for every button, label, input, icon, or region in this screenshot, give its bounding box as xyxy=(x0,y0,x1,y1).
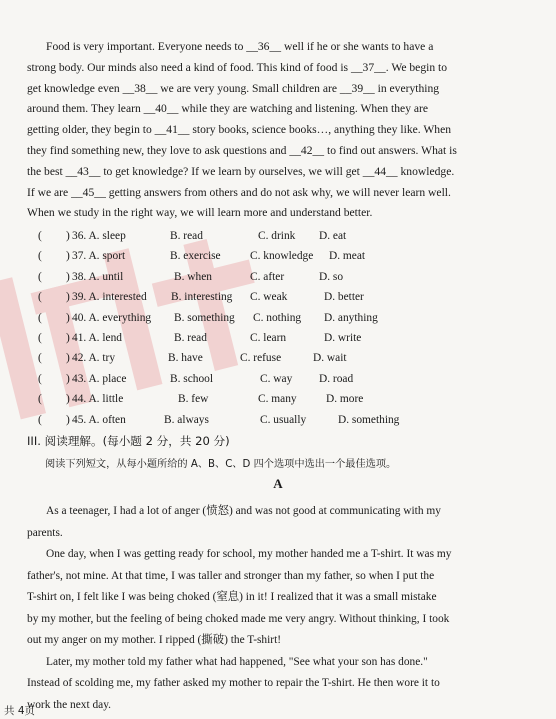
page-count: 共 4页 xyxy=(4,705,36,717)
answer-blank-close: ) xyxy=(66,352,70,365)
passage-heading: A xyxy=(273,476,283,491)
option-d: D. meat xyxy=(329,250,366,263)
option-a: 43. A. place xyxy=(72,372,127,385)
answer-blank-close: ) xyxy=(66,291,70,304)
reading-passage-a xyxy=(27,501,532,716)
option-b: B. read xyxy=(170,230,203,242)
option-c: C. drink xyxy=(258,230,296,242)
option-d: D. better xyxy=(324,291,364,304)
option-row-42 xyxy=(28,348,528,368)
option-b: B. interesting xyxy=(171,291,233,304)
option-b: B. have xyxy=(168,352,203,365)
option-c: C. after xyxy=(250,270,285,283)
option-c: C. nothing xyxy=(253,311,302,324)
cloze-passage xyxy=(27,37,532,224)
option-a: 40. A. everything xyxy=(72,311,152,324)
answer-blank-open: ( xyxy=(38,291,42,304)
cloze-line: get knowledge even __38__ we are very young. Small children are __39__ in everything xyxy=(27,81,440,95)
option-d: D. write xyxy=(324,331,362,344)
answer-blank-close: ) xyxy=(66,311,70,324)
answer-blank-open: ( xyxy=(38,270,42,283)
cloze-line: If we are __45__ getting answers from others and do not ask why, we will never learn well. xyxy=(27,185,451,199)
cloze-line: they find something new, they love to ask questions and __42__ to find out answers. What is xyxy=(27,143,457,157)
answer-blank-open: ( xyxy=(38,372,42,385)
option-a: 44. A. little xyxy=(72,393,124,406)
answer-blank-open: ( xyxy=(38,311,42,324)
passage-line: T-shirt on, I felt like I was being choked (窒息) in it! I realized that it was a small mistake xyxy=(27,591,437,603)
option-row-36 xyxy=(28,226,528,246)
answer-blank-close: ) xyxy=(66,413,70,426)
option-row-41 xyxy=(28,328,528,348)
option-b: B. few xyxy=(178,393,209,406)
answer-blank-open: ( xyxy=(38,250,42,263)
option-a: 36. A. sleep xyxy=(72,230,126,242)
option-a: 42. A. try xyxy=(72,352,116,365)
option-d: D. eat xyxy=(319,230,347,242)
option-b: B. exercise xyxy=(170,250,221,263)
option-b: B. when xyxy=(174,270,212,283)
option-row-38 xyxy=(28,267,528,287)
passage-line: by my mother, but the feeling of being choked made me very angry. Without thinking, I took xyxy=(27,612,450,625)
answer-blank-close: ) xyxy=(66,250,70,263)
option-b: B. read xyxy=(174,331,207,344)
option-d: D. more xyxy=(326,393,364,406)
passage-line: father's, not mine. At that time, I was taller and stronger than my father, so when I put the xyxy=(27,569,435,582)
option-d: D. so xyxy=(319,270,344,283)
option-row-37 xyxy=(28,246,528,266)
passage-line: Later, my mother told my father what had happened, "See what your son has done." xyxy=(46,655,428,668)
option-c: C. weak xyxy=(250,291,288,304)
cloze-line: Food is very important. Everyone needs to __36__ well if he or she wants to have a xyxy=(46,40,434,53)
option-a: 45. A. often xyxy=(72,413,126,426)
answer-blank-open: ( xyxy=(38,352,42,365)
cloze-line: When we study in the right way, we will learn more and understand better. xyxy=(27,206,373,220)
cloze-line: strong body. Our minds also need a kind of food. This kind of food is __37__. We begin to xyxy=(27,60,448,74)
option-c: C. refuse xyxy=(240,352,282,365)
cloze-line: around them. They learn __40__ while they are watching and listening. When they are xyxy=(27,102,429,116)
passage-line: One day, when I was getting ready for school, my mother handed me a T-shirt. It was my xyxy=(46,548,452,560)
option-a: 37. A. sport xyxy=(72,250,126,263)
option-a: 39. A. interested xyxy=(72,291,147,304)
passage-line: work the next day. xyxy=(27,698,112,711)
answer-blank-open: ( xyxy=(38,413,42,426)
option-c: C. many xyxy=(258,393,297,406)
answer-blank-close: ) xyxy=(66,393,70,406)
answer-blank-close: ) xyxy=(66,331,70,344)
answer-blank-close: ) xyxy=(66,372,70,385)
answer-blank-open: ( xyxy=(38,331,42,344)
passage-line: parents. xyxy=(27,526,63,539)
option-row-39 xyxy=(28,287,528,307)
option-b: B. something xyxy=(174,311,235,324)
passage-line: Instead of scolding me, my father asked my mother to repair the T-shirt. He then wore it to xyxy=(27,677,440,689)
option-d: D. anything xyxy=(324,311,378,324)
option-d: D. road xyxy=(319,372,354,385)
option-c: C. way xyxy=(260,372,293,385)
answer-blank-open: ( xyxy=(38,393,42,406)
cloze-line: getting older, they begin to __41__ story books, science books…, anything they like. When xyxy=(27,123,452,137)
passage-line: As a teenager, I had a lot of anger (愤怒) and was not good at communicating with my xyxy=(46,505,441,517)
answer-blank-open: ( xyxy=(38,230,42,242)
answer-blank-close: ) xyxy=(66,270,70,283)
option-d: D. wait xyxy=(313,352,347,365)
option-b: B. school xyxy=(170,372,214,385)
option-a: 38. A. until xyxy=(72,270,124,283)
option-b: B. always xyxy=(164,413,209,426)
option-c: C. usually xyxy=(260,413,307,426)
option-row-44 xyxy=(28,389,528,409)
option-d: D. something xyxy=(338,413,400,426)
option-c: C. learn xyxy=(250,331,287,344)
option-a: 41. A. lend xyxy=(72,331,122,344)
option-c: C. knowledge xyxy=(250,250,314,263)
passage-line: out my anger on my mother. I ripped (撕破) the T-shirt! xyxy=(27,634,282,646)
section-title: III. 阅读理解。(每小题 2 分，共 20 分) xyxy=(27,434,230,448)
section-instruction: 阅读下列短文，从每小题所给的 A、B、C、D 四个选项中选出一个最佳选项。 xyxy=(45,459,397,470)
cloze-line: the best __43__ to get knowledge? If we learn by ourselves, we will get __44__ knowledge. xyxy=(27,164,455,178)
cloze-options xyxy=(28,226,528,430)
option-row-43 xyxy=(28,369,528,389)
option-row-40 xyxy=(28,308,528,328)
option-row-45 xyxy=(28,410,528,430)
answer-blank-close: ) xyxy=(66,230,70,242)
